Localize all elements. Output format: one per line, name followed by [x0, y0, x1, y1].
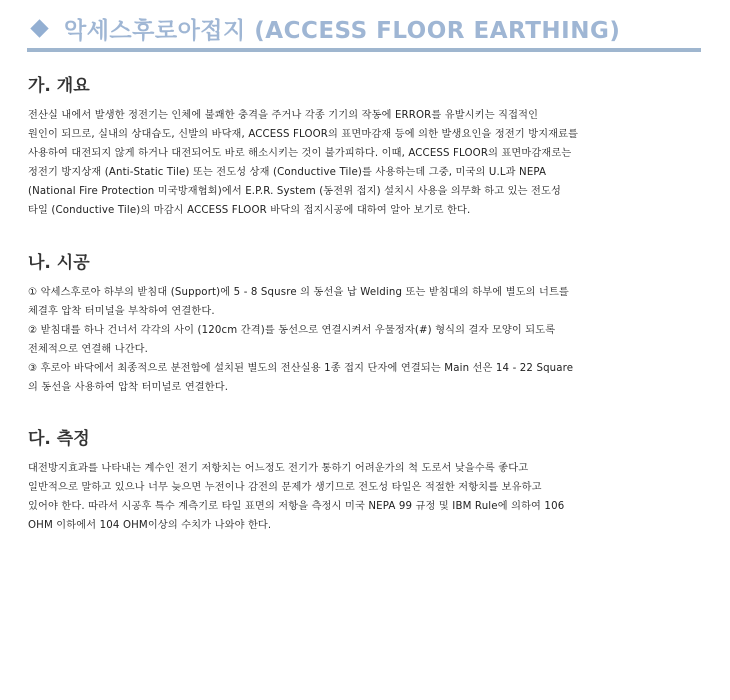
- construction-paragraph: [28, 283, 700, 397]
- text-line: ③ 후로아 바닥에서 최종적으로 분전함에 설치된 별도의 전산실용 1종 접지 단자에 연결되는 Main 선은 14 - 22 Square: [28, 363, 574, 374]
- section-measurement: [28, 429, 700, 535]
- text-line: 사용하여 대전되지 않게 하거나 대전되어도 바로 해소시키는 것이 불가피하다. 이때, ACCESS FLOOR의 표면마감재로는: [28, 148, 572, 159]
- text-line: 대전방지효과를 나타내는 계수인 전기 저항치는 어느정도 전기가 통하기 어려운가의 척 도로서 낮을수록 좋다고: [28, 463, 529, 474]
- text-line: ② 받침대를 하나 건너서 각각의 사이 (120cm 간격)를 동선으로 연결시켜서 우물정자(#) 형식의 결자 모양이 되도록: [28, 325, 556, 336]
- text-line: 정전기 방지상재 (Anti-Static Tile) 또는 전도성 상재 (Conductive Tile)를 사용하는데 그중, 미국의 U.L과 NEPA: [28, 167, 547, 178]
- text-line: OHM 이하에서 104 OHM이상의 수치가 나와야 한다.: [28, 520, 272, 531]
- overview-paragraph: [28, 106, 700, 220]
- text-line: 전체적으로 연결해 나간다.: [28, 344, 149, 355]
- section-heading-construction: 나. 시공: [28, 253, 90, 273]
- measurement-paragraph: [28, 459, 700, 535]
- text-line: 타일 (Conductive Tile)의 마감시 ACCESS FLOOR 바닥의 접지시공에 대하여 알아 보기로 한다.: [28, 205, 471, 216]
- section-construction: [28, 253, 700, 397]
- text-line: 있어야 한다. 따라서 시공후 특수 계측기로 타일 표면의 저항을 측정시 미국 NEPA 99 규정 및 IBM Rule에 의하여 106: [28, 501, 565, 512]
- section-heading-overview: 가. 개요: [28, 76, 90, 96]
- text-line: 원인이 되므로, 실내의 상대습도, 신발의 바닥재, ACCESS FLOOR의 표면마감재 등에 의한 발생요인을 정전기 방지재료를: [28, 129, 579, 140]
- text-line: ① 악세스후로아 하부의 받침대 (Support)에 5 - 8 Squsre 의 동선을 납 Welding 또는 받침대의 하부에 별도의 너트를: [28, 287, 569, 298]
- diamond-bullet-icon: [30, 19, 48, 37]
- page-title-bar: [27, 8, 701, 52]
- text-line: (National Fire Protection 미국방재협회)에서 E.P.R. System (동전위 접지) 설치시 사용을 의무화 하고 있는 전도성: [28, 186, 561, 197]
- text-line: 전산실 내에서 발생한 정전기는 인체에 불쾌한 충격을 주거나 각종 기기의 작동에 ERROR를 유발시키는 직접적인: [28, 110, 539, 121]
- page-title: 악세스후로아접지 (ACCESS FLOOR EARTHING): [64, 17, 621, 44]
- section-overview: [28, 76, 700, 220]
- text-line: 일반적으로 말하고 있으나 너무 늦으면 누전이나 감전의 문제가 생기므로 전도성 타일은 적절한 저항치를 보유하고: [28, 482, 542, 493]
- section-heading-measurement: 다. 측정: [28, 429, 90, 449]
- text-line: 의 동선을 사용하여 압착 터미널로 연결한다.: [28, 382, 229, 393]
- text-line: 체결후 압착 터미널을 부착하여 연결한다.: [28, 306, 215, 317]
